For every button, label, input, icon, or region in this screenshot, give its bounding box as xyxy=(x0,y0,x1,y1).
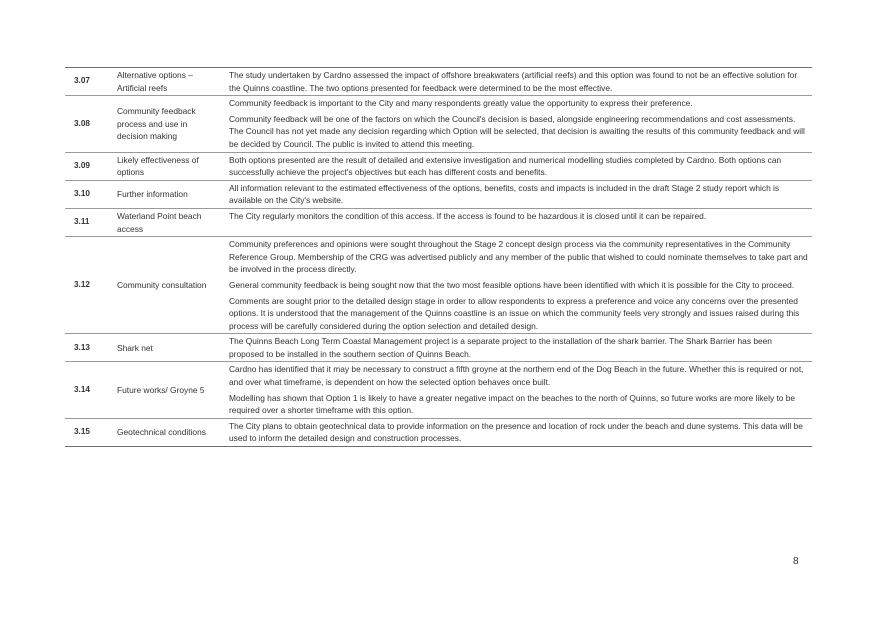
response-paragraph: The City regularly monitors the condition of this access. If the access is found to be hazardous it is closed until it can be repaired. xyxy=(229,210,707,221)
table-row xyxy=(65,208,812,236)
response-paragraph: The study undertaken by Cardno assessed the impact of offshore breakwaters (artificial reefs) and this option was found to not be an effective solution for the Quinns coastline. The two options presented for feedback were determined to be the most effective. xyxy=(229,70,798,93)
response-paragraph: Community feedback is important to the City and many respondents greatly value the opportunity to express their preference. xyxy=(229,98,693,109)
item-number: 3.15 xyxy=(65,418,112,446)
table-body xyxy=(65,68,812,447)
item-topic: Geotechnical conditions xyxy=(112,418,223,446)
page-number: 8 xyxy=(793,556,799,567)
item-response xyxy=(223,334,812,362)
item-number: 3.09 xyxy=(65,152,112,180)
table-row xyxy=(65,237,812,334)
item-topic: Likely effectiveness of options xyxy=(112,152,223,180)
item-number: 3.11 xyxy=(65,208,112,236)
item-number: 3.12 xyxy=(65,237,112,334)
item-topic: Waterland Point beach access xyxy=(112,208,223,236)
item-number: 3.13 xyxy=(65,334,112,362)
item-number: 3.14 xyxy=(65,362,112,418)
response-paragraph: Both options presented are the result of detailed and extensive investigation and numerical modelling studies completed by Cardno. Both options can successfully achieve the project's objectives but each has different costs and benefits. xyxy=(229,154,782,178)
response-paragraph: All information relevant to the estimated effectiveness of the options, benefits, costs and impacts is included in the draft Stage 2 study report which is available on the City's website. xyxy=(229,182,780,206)
response-paragraph: Community feedback will be one of the factors on which the Council's decision is based, alongside engineering recommendations and cost assessments. The Council has not yet made any decision regarding which Option will be selected, that decision is awaiting the results of this community feedback and will be decided by Council. The public is invited to attend this meeting. xyxy=(229,113,805,149)
table-row xyxy=(65,180,812,208)
response-paragraph: General community feedback is being sought now that the two most feasible options have been identified with which it is possible for the City to proceed. xyxy=(229,279,795,290)
consultation-response-table xyxy=(65,67,812,447)
response-paragraph: Community preferences and opinions were sought throughout the Stage 2 concept design process via the community representatives in the Community Reference Group. Membership of the CRG was advertised publicly and any member of the public that wished to could nominate themselves to take part and be involved in the process directly. xyxy=(229,239,808,275)
item-number: 3.08 xyxy=(65,96,112,152)
item-topic: Community feedback process and use in decision making xyxy=(112,96,223,152)
response-paragraph: Cardno has identified that it may be necessary to construct a fifth groyne at the northern end of the Dog Beach in the future. Whether this is required or not, and over what timeframe, is dependent on how the selected option behaves once built. xyxy=(229,364,804,388)
item-topic: Alternative options – Artificial reefs xyxy=(112,68,223,96)
item-response xyxy=(223,68,812,96)
item-response xyxy=(223,180,812,208)
item-topic: Future works/ Groyne 5 xyxy=(112,362,223,418)
item-response xyxy=(223,152,812,180)
item-response xyxy=(223,208,812,236)
table-row xyxy=(65,152,812,180)
item-number: 3.07 xyxy=(65,68,112,96)
item-response xyxy=(223,96,812,152)
response-paragraph: Comments are sought prior to the detailed design stage in order to allow respondents to express a preference and voice any concerns over the presented options. It is understood that the management of the Quinns coastline is an issue on which the community feels very strongly and issues raised during this process will be carefully considered during the option selection and detailed design. xyxy=(229,295,800,331)
response-paragraph: The City plans to obtain geotechnical data to provide information on the presence and location of rock under the beach and dune systems. This data will be used to inform the detailed design and construction processes. xyxy=(229,420,803,444)
item-response xyxy=(223,418,812,446)
table-row xyxy=(65,418,812,446)
response-paragraph: The Quinns Beach Long Term Coastal Management project is a separate project to the installation of the shark barrier. The Shark Barrier has been proposed to be installed in the southern section of Quinns Beach. xyxy=(229,336,772,359)
item-topic: Shark net xyxy=(112,334,223,362)
item-topic: Community consultation xyxy=(112,237,223,334)
item-response xyxy=(223,362,812,418)
table-row xyxy=(65,96,812,152)
item-response xyxy=(223,237,812,334)
item-topic: Further information xyxy=(112,180,223,208)
table-row xyxy=(65,334,812,362)
item-number: 3.10 xyxy=(65,180,112,208)
table-row xyxy=(65,68,812,96)
response-paragraph: Modelling has shown that Option 1 is likely to have a greater negative impact on the beaches to the north of Quinns, so future works are more likely to be required over a shorter timeframe with this option. xyxy=(229,392,796,416)
table-row xyxy=(65,362,812,418)
